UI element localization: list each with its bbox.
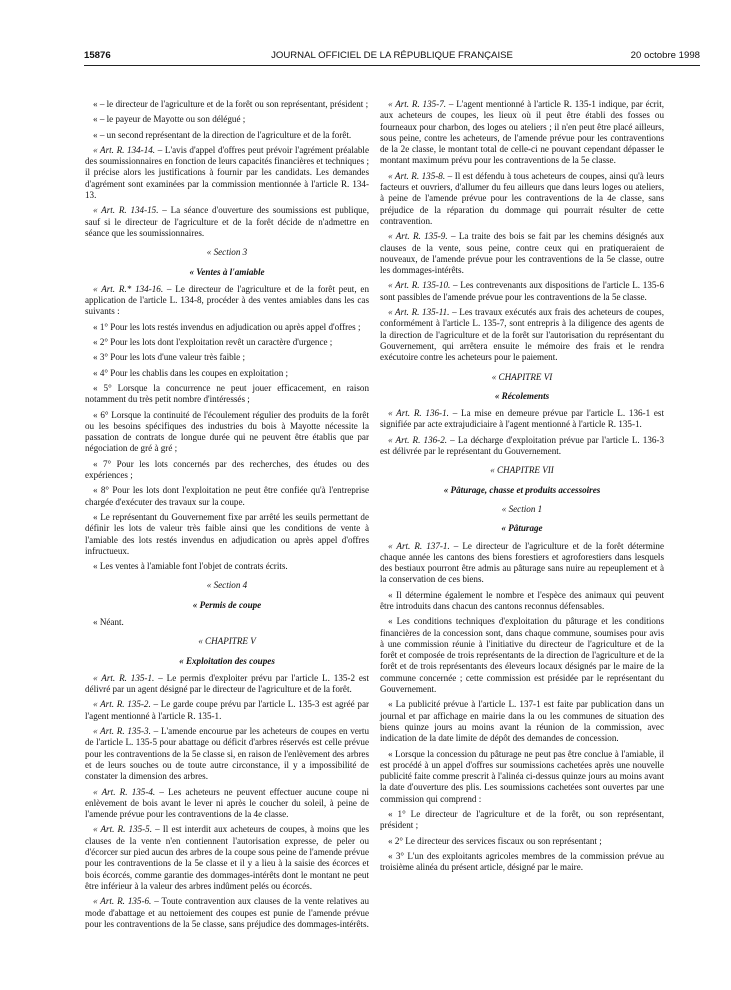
left-column — [85, 99, 369, 934]
list-item: « – le directeur de l'agriculture et de la forêt ou son représentant, président ; — [93, 99, 369, 109]
paragraph: « 7° Pour les lots concernés par des recherches, des études ou des expériences ; — [85, 458, 369, 481]
article-text: – La séance d'ouverture des soumissions est publique, sauf si le directeur de l'agriculture et de la forêt décide de n'admettre en séance que les soumissionnaires. — [85, 205, 369, 238]
subsection-title: « Récolements — [494, 390, 550, 401]
article-reference: « Art. R. 137-1. — [388, 540, 450, 551]
article-text: – L'agent mentionné à l'article R. 135-1 indique, par écrit, aux acheteurs de coupes, les lieux où il peut être établi des fosses ou fourneaux pour charbon, des loges ou ateliers ; il n'en peut être placé ailleurs, sous peine, contre les acheteurs, de l'amende prévue pour les contraventions de la 2e classe, le montant total de celle-ci ne pouvant cependant dépasser le montant maximum prévu pour les contraventions de la 5e classe. — [380, 99, 664, 166]
article-reference: « Art. R. 136-1. — [388, 408, 449, 419]
article-paragraph — [380, 435, 664, 458]
paragraph: « Il détermine également le nombre et l'espèce des animaux qui peuvent être introduits dans chacun des cantons reconnus défensables. — [380, 589, 664, 611]
article-reference: « Art. R. 135-10. — [388, 280, 451, 291]
article-reference: « Art. R. 135-1. — [93, 672, 155, 683]
paragraph: « 4° Pour les chablis dans les coupes en exploitation ; — [93, 367, 289, 378]
section-heading: « Section 4 — [206, 580, 248, 591]
chapter-heading: « CHAPITRE V — [198, 636, 256, 647]
page-number: 15876 — [84, 50, 111, 61]
article-reference: « Art. R. 135-11. — [388, 307, 450, 318]
article-reference: « Art. R. 135-8. — [388, 170, 446, 181]
article-paragraph — [85, 205, 369, 239]
section-heading: « Section 1 — [501, 503, 543, 514]
article-text: – La mise en demeure prévue par l'article L. 136-1 est signifiée par acte extrajudiciaire à l'agent mentionné à l'article R. 135-1. — [380, 408, 664, 430]
article-paragraph — [380, 280, 664, 303]
article-text: – La décharge d'exploitation prévue par l'article L. 136-3 est délivrée par le représentant du Gouvernement. — [380, 434, 664, 457]
article-paragraph — [85, 726, 369, 782]
paragraph: « 5° Lorsque la concurrence ne peut jouer efficacement, en raison notamment du très petit nombre d'intéressés ; — [85, 382, 369, 405]
article-text: – Le directeur de l'agriculture et de la forêt détermine chaque année les cantons des biens forestiers et agroforestiers dans lesquels des bestiaux pourront être admis au pâturage sans nuire au repeuplement et à la conservation de ces biens. — [380, 540, 664, 585]
paragraph: « 2° Le directeur des services fiscaux ou son représentant ; — [388, 835, 602, 846]
article-paragraph — [85, 787, 369, 821]
article-text: – L'avis d'appel d'offres peut prévoir l'agrément préalable des soumissionnaires en fonction de leurs capacités financières et techniques ; il précise alors les justifications à fournir par les candidats. Les demandes d'agrément sont examinées par la commission mentionnée à l'article R. 134-13. — [85, 144, 369, 201]
article-paragraph — [380, 171, 664, 227]
journal-title: JOURNAL OFFICIEL DE LA RÉPUBLIQUE FRANÇAISE — [271, 50, 513, 61]
issue-date: 20 octobre 1998 — [630, 50, 700, 61]
article-paragraph — [85, 896, 369, 930]
paragraph: « 1° Pour les lots restés invendus en adjudication ou après appel d'offres ; — [93, 321, 361, 332]
paragraph: « La publicité prévue à l'article L. 137-1 est faite par publication dans un journal et par affichage en mairie dans la ou les communes de situation des biens quinze jours au moins avant la réunion de la commission, avec indication de la date limite de dépôt des demandes de concession. — [380, 699, 664, 744]
article-paragraph — [85, 284, 369, 318]
article-reference: « Art. R. 135-2. — [93, 699, 151, 710]
article-reference: « Art. R. 135-7. — [388, 99, 447, 109]
article-paragraph — [85, 699, 369, 722]
article-reference: « Art. R. 135-5. — [93, 824, 152, 835]
article-text: – Les acheteurs ne peuvent effectuer aucune coupe ni enlèvement de bois avant le lever ni après le coucher du soleil, à peine de l'amende prévue pour les contraventions de la 4e classe. — [85, 786, 369, 820]
paragraph: « Le représentant du Gouvernement fixe par arrêté les seuils permettant de définir les lots de valeur très faible ainsi que les conditions de vente à l'amiable des lots restés invendus en adjudication ou après appel d'offres infructueux. — [85, 511, 369, 556]
right-column — [380, 99, 664, 878]
article-paragraph — [380, 541, 664, 586]
article-reference: « Art. R. 135-9. — [388, 231, 448, 242]
header-rule — [84, 65, 700, 66]
paragraph: « 3° L'un des exploitants agricoles membres de la commission prévue au troisième alinéa du présent article, désigné par le maire. — [380, 850, 664, 873]
article-paragraph — [380, 231, 664, 276]
article-text: – Il est interdit aux acheteurs de coupes, à moins que les clauses de la vente n'en contiennent l'autorisation expresse, de peler ou d'écorcer sur pied aucun des arbres de la coupe sous peine de l'amende prévue pour les contraventions de la 5e classe et il y a lieu à la saisie des écorces et bois écorcés, comme garantie des dommages-intérêts dont le montant ne peut être inférieur à la valeur des arbres indûment pelés ou écorcés. — [85, 824, 369, 891]
article-text: – La traite des bois se fait par les chemins désignés aux clauses de la vente, sous peine, contre ceux qui en pratiqueraient de nouveaux, de l'amende prévue pour les contraventions de la 5e classe, outre les dommages-intérêts. — [380, 231, 664, 276]
article-paragraph — [85, 145, 369, 201]
article-reference: « Art. R. 134-15. — [93, 205, 159, 216]
article-reference: « Art. R. 136-2. — [388, 434, 448, 445]
paragraph: « Les ventes à l'amiable font l'objet de contrats écrits. — [93, 561, 288, 572]
paragraph: « Les conditions techniques d'exploitation du pâturage et les conditions financières de la concession sont, dans chaque commune, soumises pour avis à une commission réunie à l'initiative du directeur de l'agriculture et de la forêt et composée de trois représentants de la direction de l'agriculture et de la forêt et de trois représentants des éleveurs locaux désignés par le maire de la commune concernée ; cette commission est présidée par le représentant du Gouvernement. — [380, 616, 664, 695]
article-paragraph — [85, 824, 369, 892]
article-reference: « Art. R. 135-3. — [93, 726, 151, 737]
article-text: – Les travaux exécutés aux frais des acheteurs de coupes, conformément à l'article L. 135-7, sont entrepris à la diligence des agents de la direction de l'agriculture et de la forêt sur l'autorisation du représentant du Gouvernement, qui arrêtera ensuite le mémoire des frais et le rendra exécutoire contre les acheteurs pour le paiement. — [380, 307, 664, 363]
article-paragraph — [85, 673, 369, 696]
list-item: « – le payeur de Mayotte ou son délégué ; — [93, 114, 246, 125]
subsection-title: « Ventes à l'amiable — [189, 266, 265, 277]
chapter-heading: « CHAPITRE VII — [490, 465, 554, 476]
subsection-title: « Pâturage, chasse et produits accessoires — [443, 484, 601, 495]
page-header — [84, 50, 700, 64]
article-text: – Le directeur de l'agriculture et de la forêt peut, en application de l'article L. 134-8, procéder à des ventes amiables dans les cas suivants : — [85, 283, 369, 317]
article-text: – Toute contravention aux clauses de la vente relatives au mode d'abattage et au nettoiement des coupes est punie de l'amende prévue pour les contraventions de la 5e classe, sans préjudice des dommages-intérêts. — [85, 896, 369, 929]
article-paragraph — [380, 99, 664, 167]
section-heading: « Section 3 — [206, 247, 248, 258]
paragraph: « 1° Le directeur de l'agriculture et de la forêt, ou son représentant, président ; — [380, 809, 664, 831]
subsection-title: « Permis de coupe — [192, 599, 262, 610]
article-paragraph — [380, 408, 664, 431]
paragraph: « 3° Pour les lots d'une valeur très faible ; — [93, 352, 246, 363]
article-paragraph — [380, 307, 664, 363]
empty-section-text: « Néant. — [93, 616, 124, 627]
article-text: – Le permis d'exploiter prévu par l'article L. 135-2 est délivré par un agent désigné par le directeur de l'agriculture et de la forêt. — [85, 672, 369, 695]
article-reference: « Art. R.* 134-16. — [93, 283, 164, 294]
paragraph: « Lorsque la concession du pâturage ne peut pas être conclue à l'amiable, il est procédé à un appel d'offres sur soumissions cachetées après une nouvelle publicité faite comme prescrit à l'alinéa ci-dessus quinze jours au moins avant la date d'ouverture des plis. Les soumissions cachetées sont ouvertes par une commission qui comprend : — [380, 748, 664, 804]
paragraph: « 2° Pour les lots dont l'exploitation revêt un caractère d'urgence ; — [93, 337, 333, 348]
article-text: – Le garde coupe prévu par l'article L. 135-3 est agréé par l'agent mentionné à l'article R. 135-1. — [85, 699, 370, 721]
article-text: – Il est défendu à tous acheteurs de coupes, ainsi qu'à leurs facteurs et ouvriers, d'allumer du feu ailleurs que dans leurs loges ou ateliers, à peine de l'amende prévue pour les contraventions de la 4e classe, sans préjudice de la réparation du dommage qui pourrait résulter de cette contravention. — [380, 170, 664, 226]
subsection-title: « Pâturage — [501, 523, 543, 534]
article-text: – Les contrevenants aux dispositions de l'article L. 135-6 sont passibles de l'amende prévue pour les contraventions de la 5e classe. — [380, 280, 665, 302]
article-reference: « Art. R. 135-6. — [93, 896, 152, 907]
subsection-title: « Exploitation des coupes — [179, 655, 275, 666]
chapter-heading: « CHAPITRE VI — [491, 371, 553, 382]
paragraph: « 6° Lorsque la continuité de l'écoulement régulier des produits de la forêt ou les besoins spécifiques des industries du bois à Mayotte nécessite la passation de contrats de longue durée qui ne peuvent être établis que par négociation de gré à gré ; — [85, 409, 369, 454]
article-reference: « Art. R. 134-14. — [93, 144, 156, 155]
article-text: – L'amende encourue par les acheteurs de coupes en vertu de l'article L. 135-5 pour abattage ou déficit d'arbres réservés est celle prévue pour les contraventions de la 5e classe si, en raison de l'enlèvement des arbres et de leurs souches ou de toute autre circonstance, il y a impossibilité de constater la dimension des arbres. — [85, 726, 369, 782]
paragraph: « 8° Pour les lots dont l'exploitation ne peut être confiée qu'à l'entreprise chargée d'exécuter des travaux sur la coupe. — [85, 485, 369, 507]
article-reference: « Art. R. 135-4. — [93, 786, 156, 797]
list-item: « – un second représentant de la direction de l'agriculture et de la forêt. — [93, 129, 352, 140]
